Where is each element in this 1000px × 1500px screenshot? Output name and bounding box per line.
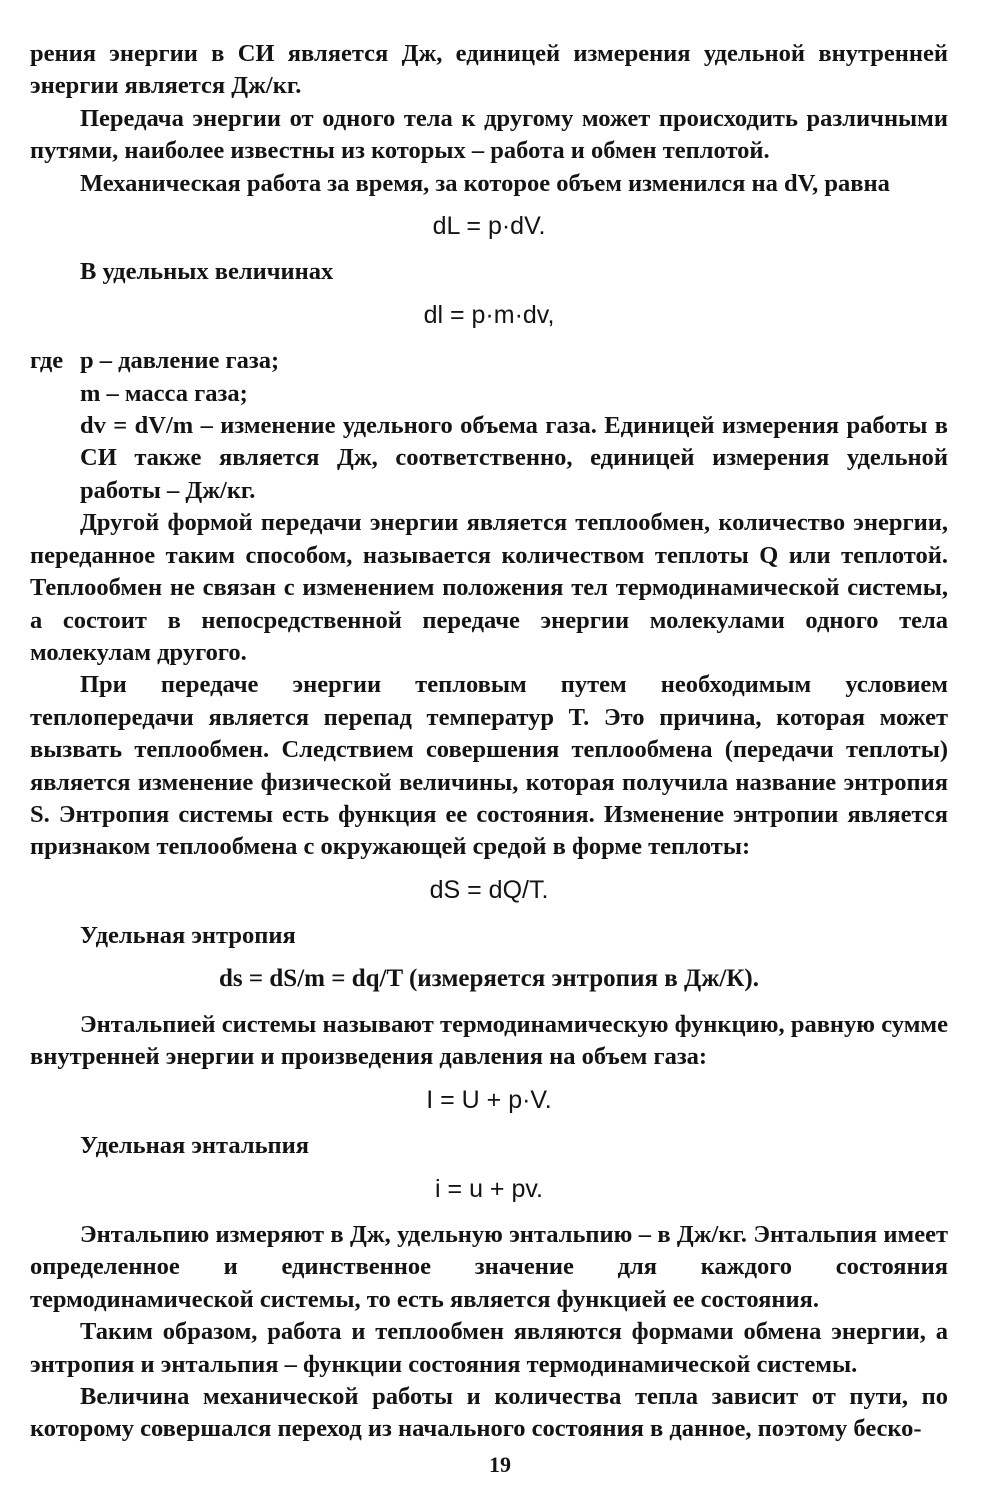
- formula-specific-enthalpy: i = u + pv.: [435, 1174, 543, 1203]
- paragraph-energy-transfer: Передача энергии от одного тела к другому может происходить различными путями, наиболее известны из которых – работа и обмен теплотой.: [30, 104, 948, 165]
- formula-enthalpy: I = U + p·V.: [426, 1085, 552, 1114]
- formula-specific-entropy: ds = dS/m = dq/T (измеряется энтропия в Дж/К).: [219, 964, 759, 992]
- definition-pressure: p – давление газа;: [80, 347, 280, 375]
- formula-work: dL = p·dV.: [432, 212, 546, 241]
- where-label: где: [30, 347, 64, 375]
- paragraph-enthalpy-units: Энтальпию измеряют в Дж, удельную энтальпию – в Дж/кг. Энтальпия имеет определенное и единственное значение для каждого состояния термодинамической системы, то есть является функцией ее состояния.: [30, 1221, 948, 1313]
- formula-entropy: dS = dQ/T.: [429, 875, 549, 904]
- paragraph-entropy: При передаче энергии тепловым путем необходимым условием теплопередачи является перепад температур T. Это причина, которая может вызвать теплообмен. Следствием совершения теплообмена (передачи теплоты) является изменение физической величины, которая получила название энтропия S. Энтропия системы есть функция ее состояния. Изменение энтропии является признаком теплообмена с окружающей средой в форме теплоты:: [30, 671, 948, 861]
- paragraph-enthalpy: Энтальпией системы называют термодинамическую функцию, равную сумме внутренней энергии и произведения давления на объем газа:: [30, 1010, 948, 1071]
- label-specific-enthalpy: Удельная энтальпия: [80, 1132, 310, 1160]
- definition-specific-volume: dv = dV/m – изменение удельного объема газа. Единицей измерения работы в СИ также является Дж, соответственно, единицей измерения удельной работы – Дж/кг.: [80, 412, 948, 504]
- paragraph-summary: Таким образом, работа и теплообмен являются формами обмена энергии, а энтропия и энтальпия – функции состояния термодинамической системы.: [30, 1318, 948, 1378]
- paragraph-mechanical-work: Механическая работа за время, за которое объем изменился на dV, равна: [80, 169, 890, 197]
- formula-specific-work: dl = p·m·dv,: [423, 300, 555, 329]
- label-specific-entropy: Удельная энтропия: [80, 922, 296, 950]
- variable-definitions: [30, 345, 948, 507]
- paragraph-path-dependence: Величина механической работы и количества тепла зависит от пути, по которому совершался переход из начального состояния в данное, поэтому беско-: [30, 1383, 948, 1443]
- paragraph-intro: рения энергии в СИ является Дж, единицей измерения удельной внутренней энергии является Дж/кг.: [30, 40, 948, 100]
- paragraph-heat-exchange: Другой формой передачи энергии является теплообмен, количество энергии, переданное таким способом, называется количеством теплоты Q или теплотой. Теплообмен не связан с изменением положения тел термодинамической системы, а состоит в непосредственной передаче энергии молекулами одного тела молекулам другого.: [30, 509, 948, 666]
- label-specific-quantities: В удельных величинах: [80, 258, 334, 286]
- page-number: 19: [489, 1452, 511, 1477]
- definition-mass: m – масса газа;: [80, 379, 248, 407]
